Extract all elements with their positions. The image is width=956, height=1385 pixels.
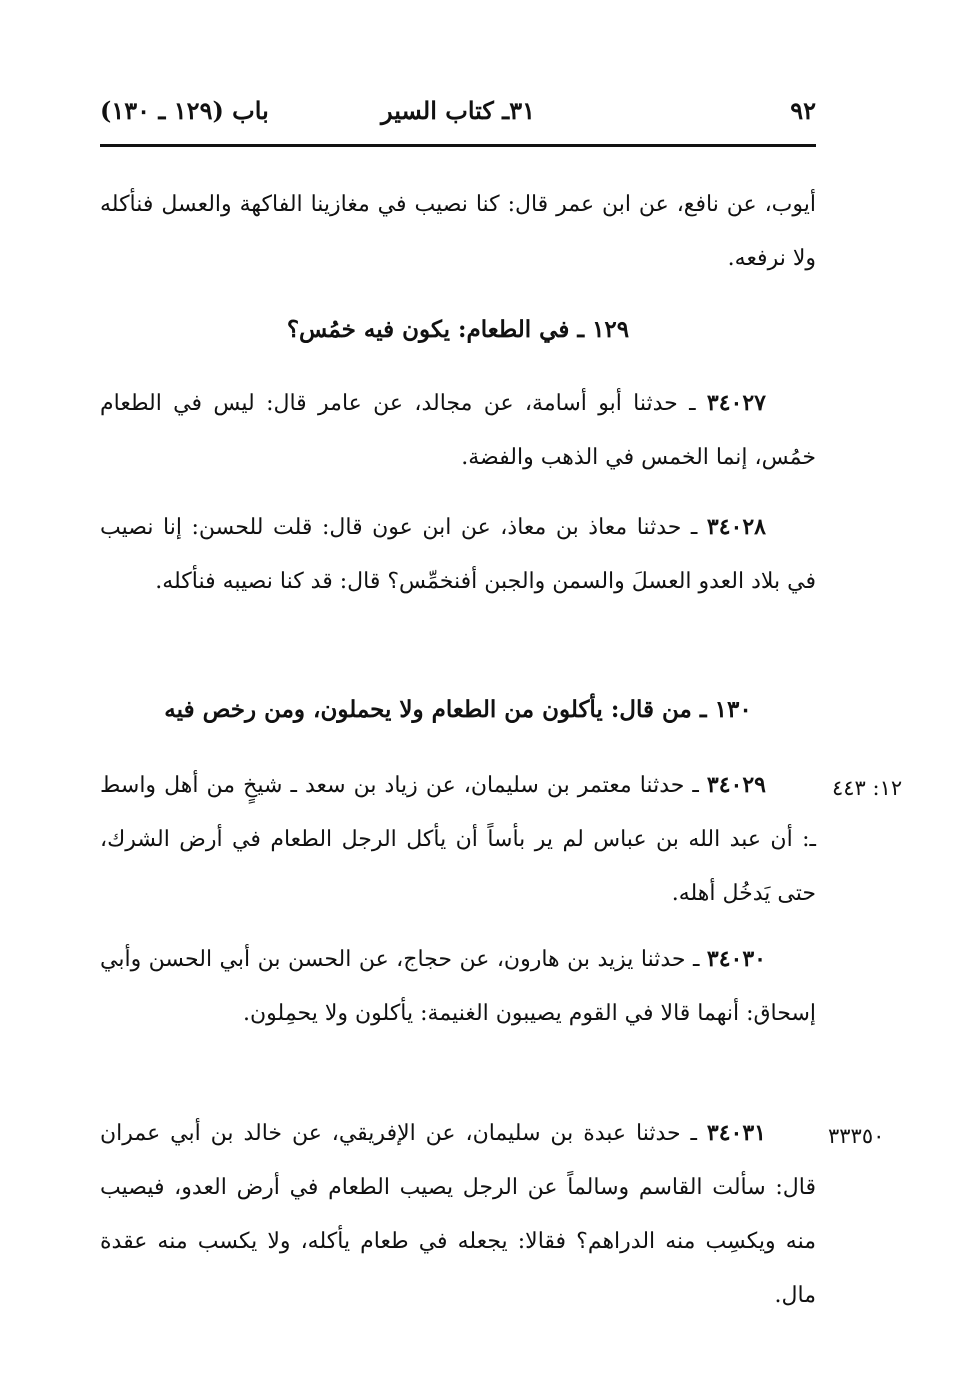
header-rule — [100, 144, 816, 147]
hadith-number: ٣٤٠٣١ — [706, 1120, 766, 1146]
margin-reference: ٣٣٣٥٠ — [828, 1124, 885, 1148]
hadith-text: ـ حدثنا معتمر بن سليمان، عن زياد بن سعد ـ شيخٍ من أهل واسط ـ: أن عبد الله بن عباس لم ير بأساً أن يأكل الرجل الطعام في أرض الشرك، حتى يَدخُل أهله. — [100, 773, 816, 906]
book-title: ٣١ـ كتاب السير — [381, 96, 535, 125]
page-number: ٩٢ — [790, 96, 816, 125]
hadith-34027 — [100, 376, 816, 485]
hadith-34028 — [100, 500, 816, 609]
chapter-range: باب (١٢٩ ـ ١٣٠) — [100, 96, 269, 125]
margin-reference: ١٢: ٤٤٣ — [832, 776, 903, 800]
hadith-34029 — [100, 758, 816, 921]
hadith-text: ـ حدثنا يزيد بن هارون، عن حجاج، عن الحسن بن أبي الحسن وأبي إسحاق: أنهما قالا في القوم يصيبون الغنيمة: يأكلون ولا يحمِلون. — [100, 947, 816, 1026]
hadith-34030 — [100, 932, 816, 1041]
hadith-text: ـ حدثنا عبدة بن سليمان، عن الإفريقي، عن خالد بن أبي عمران قال: سألت القاسم وسالماً عن الرجل يصيب الطعام في أرض العدو، فيصيب منه ويكسِب منه الدراهم؟ فقالا: يجعله في طعام يأكله، ولا يكسب منه عقدة مال. — [100, 1121, 816, 1308]
continued-paragraph: أيوب، عن نافع، عن ابن عمر قال: كنا نصيب في مغازينا الفاكهة والعسل فنأكله ولا نرفعه. — [100, 192, 816, 271]
hadith-number: ٣٤٠٢٧ — [706, 390, 766, 416]
hadith-number: ٣٤٠٢٩ — [706, 772, 766, 798]
hadith-number: ٣٤٠٢٨ — [706, 514, 766, 540]
hadith-number: ٣٤٠٣٠ — [706, 946, 766, 972]
hadith-text: ـ حدثنا معاذ بن معاذ، عن ابن عون قال: قلت للحسن: إنا نصيب في بلاد العدو العسلَ والسمن والجبن أفنخمِّس؟ قال: قد كنا نصيبه فنأكله. — [100, 515, 816, 594]
hadith-34031 — [100, 1106, 816, 1323]
section-heading-129: ١٢٩ ـ في الطعام: يكون فيه خمُس؟ — [286, 316, 630, 343]
hadith-text: ـ حدثنا أبو أسامة، عن مجالد، عن عامر قال: ليس في الطعام خمُس، إنما الخمس في الذهب والفضة. — [100, 391, 816, 470]
section-heading-130: ١٣٠ ـ من قال: يأكلون من الطعام ولا يحملون، ومن رخص فيه — [164, 696, 752, 723]
running-header — [100, 96, 816, 136]
